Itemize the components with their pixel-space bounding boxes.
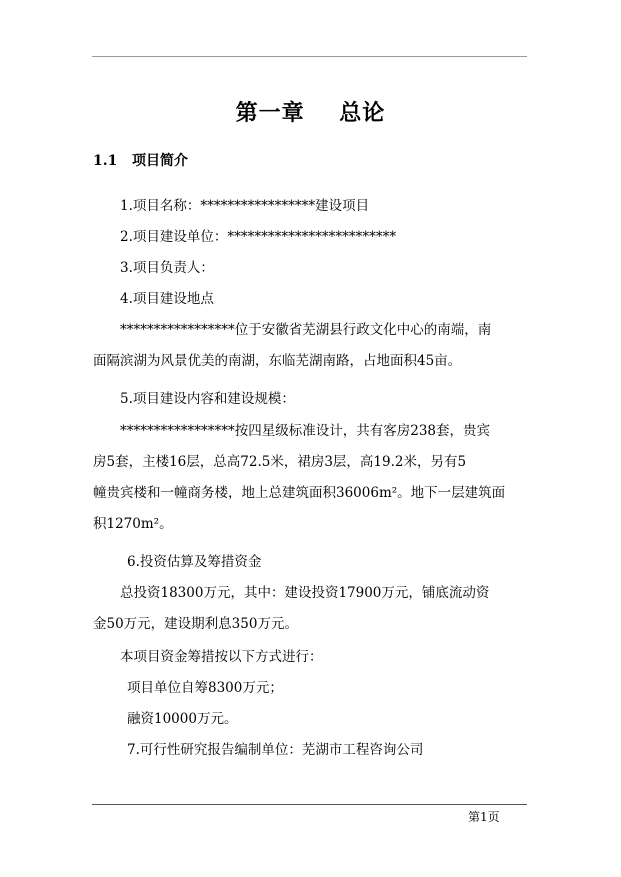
item-construction-site: 4.项目建设地点 [120,291,214,307]
scale-description-line-2: 房5套，主楼16层，总高72.5米，裙房3层，高19.2米，另有5 [93,454,467,470]
investment-line-1: 总投资18300万元，其中：建设投资17900万元，铺底流动资 [120,585,490,601]
funding-loan: 融资10000万元。 [127,711,238,727]
item-report-compiler: 7.可行性研究报告编制单位：芜湖市工程咨询公司 [127,742,424,758]
funding-intro: 本项目资金筹措按以下方式进行： [120,649,323,665]
item-project-name: 1.项目名称：*****************建设项目 [120,198,370,214]
scale-description-line-4: 积1270m²。 [93,516,173,532]
item-construction-scale: 5.项目建设内容和建设规模： [120,391,295,407]
item-investment: 6.投资估算及筹措资金 [127,554,262,570]
chapter-title: 第一章 总论 [235,100,386,126]
investment-line-2: 金50万元，建设期利息350万元。 [93,616,298,632]
scale-description-line-1: *****************按四星级标准设计，共有客房238套，贵宾 [120,423,491,439]
scale-description-line-3: 幢贵宾楼和一幢商务楼，地上总建筑面积36006m²。地下一层建筑面 [93,485,506,501]
footer-rule [92,804,527,805]
site-description-line-1: *****************位于安徽省芜湖县行政文化中心的南端，南 [120,322,492,338]
funding-self: 项目单位自筹8300万元； [127,680,283,696]
site-description-line-2: 面隔滨湖为风景优美的南湖，东临芜湖南路，占地面积45亩。 [93,353,462,369]
item-project-leader: 3.项目负责人： [120,260,214,276]
page-number: 第1页 [468,810,500,824]
item-construction-unit: 2.项目建设单位：************************* [120,229,397,245]
header-rule [92,56,527,57]
section-heading: 1.1 项目简介 [93,153,188,169]
